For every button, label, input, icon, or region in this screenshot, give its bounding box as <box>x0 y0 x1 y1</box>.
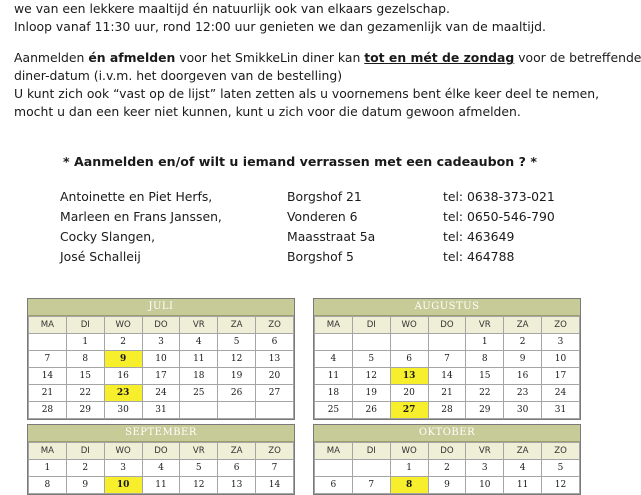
weekday-header: VR <box>466 443 504 460</box>
calendar-week-row <box>29 334 294 351</box>
signup-text: voor het SmikkeLin diner kan <box>175 50 365 65</box>
calendar-day: 13 <box>256 351 294 368</box>
calendar-day: 1 <box>466 334 504 351</box>
calendar-month-title: OKTOBER <box>314 425 580 442</box>
calendar-day: 8 <box>29 477 67 494</box>
calendar-day: 7 <box>256 460 294 477</box>
calendar-day: 28 <box>428 402 466 419</box>
weekday-header: ZA <box>504 443 542 460</box>
calendar-day: 12 <box>542 477 580 494</box>
calendar-grid <box>28 316 294 419</box>
weekday-header: DI <box>66 443 104 460</box>
weekday-header: MA <box>29 317 67 334</box>
calendar-day: 19 <box>218 368 256 385</box>
calendar-day: 6 <box>315 477 353 494</box>
calendar-day: 10 <box>142 351 180 368</box>
contact-name: Marleen en Frans Janssen, <box>60 209 222 224</box>
calendar-day: 7 <box>29 351 67 368</box>
weekday-header: DI <box>352 317 390 334</box>
signup-line <box>14 49 641 67</box>
calendar-month-title: SEPTEMBER <box>28 425 294 442</box>
weekday-header: WO <box>390 443 428 460</box>
calendar-week-row <box>315 477 580 494</box>
calendar-day: 30 <box>104 402 142 419</box>
calendar-day: 11 <box>315 368 353 385</box>
calendar-week-row <box>29 385 294 402</box>
calendar-day: 6 <box>256 334 294 351</box>
calendar-week-row <box>315 351 580 368</box>
weekday-header: WO <box>390 317 428 334</box>
calendar-week-row <box>29 368 294 385</box>
weekday-header: VR <box>466 317 504 334</box>
weekday-header: ZA <box>504 317 542 334</box>
calendar-day: 11 <box>142 477 180 494</box>
calendar-day: 30 <box>504 402 542 419</box>
calendar-day-dinner: 10 <box>104 477 142 494</box>
weekday-header: MA <box>315 443 353 460</box>
calendar-day: 16 <box>104 368 142 385</box>
calendar-day: 2 <box>104 334 142 351</box>
calendar-day: 5 <box>352 351 390 368</box>
signup-text: Aanmelden <box>14 50 89 65</box>
calendar-day: 10 <box>542 351 580 368</box>
calendar-day: 4 <box>142 460 180 477</box>
calendar-day: 20 <box>256 368 294 385</box>
calendar-day: 23 <box>504 385 542 402</box>
weekday-header: MA <box>29 443 67 460</box>
calendar-day: 21 <box>29 385 67 402</box>
calendar-day: 7 <box>428 351 466 368</box>
weekday-header: ZA <box>218 317 256 334</box>
calendar-week-row <box>29 402 294 419</box>
calendar-day: 9 <box>504 351 542 368</box>
calendar-day: 5 <box>180 460 218 477</box>
calendar-day: 25 <box>180 385 218 402</box>
calendar-day: 1 <box>66 334 104 351</box>
weekday-header: DO <box>428 443 466 460</box>
calendar-day: 29 <box>466 402 504 419</box>
calendar-day: 17 <box>142 368 180 385</box>
calendar-week-row <box>315 334 580 351</box>
calendar-grid <box>314 442 580 494</box>
calendar-day <box>218 402 256 419</box>
calendar-week-row <box>315 460 580 477</box>
calendar-week-row <box>315 385 580 402</box>
calendar-day: 10 <box>466 477 504 494</box>
calendar-day-dinner: 8 <box>390 477 428 494</box>
calendar-day-dinner: 23 <box>104 385 142 402</box>
calendar-day <box>315 460 353 477</box>
contact-phone: tel: 464788 <box>443 249 515 264</box>
calendar-day <box>352 334 390 351</box>
calendar-day: 27 <box>256 385 294 402</box>
intro-line: diner-datum (i.v.m. het doorgeven van de bestelling) <box>14 68 343 83</box>
calendar-week-row <box>315 368 580 385</box>
calendar-day: 13 <box>218 477 256 494</box>
calendar-day: 15 <box>466 368 504 385</box>
calendar-day: 5 <box>542 460 580 477</box>
signup-emphasis: én afmelden <box>88 50 176 65</box>
calendar-day: 22 <box>466 385 504 402</box>
calendar-day: 3 <box>142 334 180 351</box>
calendar-day: 16 <box>504 368 542 385</box>
calendar-day: 14 <box>428 368 466 385</box>
calendar-day: 17 <box>542 368 580 385</box>
calendar-day: 26 <box>218 385 256 402</box>
weekday-header: ZO <box>256 317 294 334</box>
calendar-day: 31 <box>542 402 580 419</box>
calendar-day-dinner: 13 <box>390 368 428 385</box>
weekday-header: ZA <box>218 443 256 460</box>
contact-phone: tel: 463649 <box>443 229 515 244</box>
calendar-day: 4 <box>315 351 353 368</box>
calendar-day: 1 <box>390 460 428 477</box>
calendar-day: 12 <box>352 368 390 385</box>
weekday-header: ZO <box>542 443 580 460</box>
weekday-header: DO <box>142 317 180 334</box>
calendar-day <box>352 460 390 477</box>
intro-line: Inloop vanaf 11:30 uur, rond 12:00 uur genieten we dan gezamenlijk van de maaltijd. <box>14 19 546 34</box>
calendar-day <box>390 334 428 351</box>
calendar-grid <box>314 316 580 419</box>
calendar-day: 8 <box>66 351 104 368</box>
calendar-day: 1 <box>29 460 67 477</box>
calendar-day: 2 <box>428 460 466 477</box>
calendar-october <box>313 424 581 495</box>
calendar-day: 5 <box>218 334 256 351</box>
calendar-day: 3 <box>542 334 580 351</box>
calendar-week-row <box>29 477 294 494</box>
calendar-day: 19 <box>352 385 390 402</box>
calendar-day <box>428 334 466 351</box>
calendar-july <box>27 298 295 420</box>
calendar-week-row <box>315 402 580 419</box>
calendar-day <box>256 402 294 419</box>
contact-name: Cocky Slangen, <box>60 229 156 244</box>
calendar-day: 9 <box>428 477 466 494</box>
calendar-grid <box>28 442 294 494</box>
weekday-header: VR <box>180 443 218 460</box>
intro-line: U kunt zich ook “vast op de lijst” laten zetten als u voornemens bent élke keer deel te nemen, <box>14 86 600 101</box>
intro-line: we van een lekkere maaltijd én natuurlijk ook van elkaars gezelschap. <box>14 1 450 16</box>
calendar-day: 24 <box>542 385 580 402</box>
calendar-week-row <box>29 351 294 368</box>
weekday-header: MA <box>315 317 353 334</box>
calendar-day: 25 <box>315 402 353 419</box>
calendar-day-dinner: 9 <box>104 351 142 368</box>
calendar-day: 9 <box>66 477 104 494</box>
calendar-day: 3 <box>466 460 504 477</box>
calendar-week-row <box>29 460 294 477</box>
weekday-header: DI <box>66 317 104 334</box>
calendar-day: 12 <box>218 351 256 368</box>
calendar-september <box>27 424 295 495</box>
calendar-day <box>29 334 67 351</box>
calendar-day: 6 <box>218 460 256 477</box>
calendar-day: 14 <box>29 368 67 385</box>
calendar-day: 2 <box>66 460 104 477</box>
calendar-day: 12 <box>180 477 218 494</box>
calendar-day: 18 <box>180 368 218 385</box>
calendar-day: 24 <box>142 385 180 402</box>
calendar-day: 11 <box>504 477 542 494</box>
weekday-header: DO <box>142 443 180 460</box>
weekday-header: WO <box>104 317 142 334</box>
calendar-day: 4 <box>504 460 542 477</box>
calendar-day: 20 <box>390 385 428 402</box>
contact-address: Vonderen 6 <box>287 209 358 224</box>
contact-address: Borgshof 5 <box>287 249 354 264</box>
contact-phone: tel: 0650-546-790 <box>443 209 555 224</box>
calendar-day: 21 <box>428 385 466 402</box>
calendar-august <box>313 298 581 420</box>
calendar-day <box>180 402 218 419</box>
weekday-header: WO <box>104 443 142 460</box>
weekday-header: DO <box>428 317 466 334</box>
weekday-header: ZO <box>256 443 294 460</box>
calendar-month-title: JULI <box>28 299 294 316</box>
contact-phone: tel: 0638-373-021 <box>443 189 555 204</box>
calendar-day: 26 <box>352 402 390 419</box>
weekday-header: ZO <box>542 317 580 334</box>
calendar-day: 14 <box>256 477 294 494</box>
calendar-day: 18 <box>315 385 353 402</box>
calendar-day: 6 <box>390 351 428 368</box>
calendar-day: 28 <box>29 402 67 419</box>
calendar-day: 31 <box>142 402 180 419</box>
signup-headline: * Aanmelden en/of wilt u iemand verrassen met een cadeaubon ? * <box>63 154 537 169</box>
calendar-day: 2 <box>504 334 542 351</box>
contact-name: Antoinette en Piet Herfs, <box>60 189 213 204</box>
intro-text <box>14 0 641 121</box>
contact-address: Borgshof 21 <box>287 189 362 204</box>
calendar-day: 4 <box>180 334 218 351</box>
calendar-day: 11 <box>180 351 218 368</box>
calendar-day: 8 <box>466 351 504 368</box>
calendar-day: 15 <box>66 368 104 385</box>
calendar-day: 29 <box>66 402 104 419</box>
signup-text: voor de betreffende <box>514 50 641 65</box>
contact-name: José Schalleij <box>60 249 141 264</box>
calendar-month-title: AUGUSTUS <box>314 299 580 316</box>
weekday-header: DI <box>352 443 390 460</box>
intro-line: mocht u dan een keer niet kunnen, kunt u zich voor die datum gewoon afmelden. <box>14 104 521 119</box>
signup-deadline: tot en mét de zondag <box>364 50 515 65</box>
calendar-day <box>315 334 353 351</box>
calendar-day: 7 <box>352 477 390 494</box>
contact-address: Maasstraat 5a <box>287 229 376 244</box>
weekday-header: VR <box>180 317 218 334</box>
calendar-day: 3 <box>104 460 142 477</box>
calendar-day: 22 <box>66 385 104 402</box>
calendar-day-dinner: 27 <box>390 402 428 419</box>
